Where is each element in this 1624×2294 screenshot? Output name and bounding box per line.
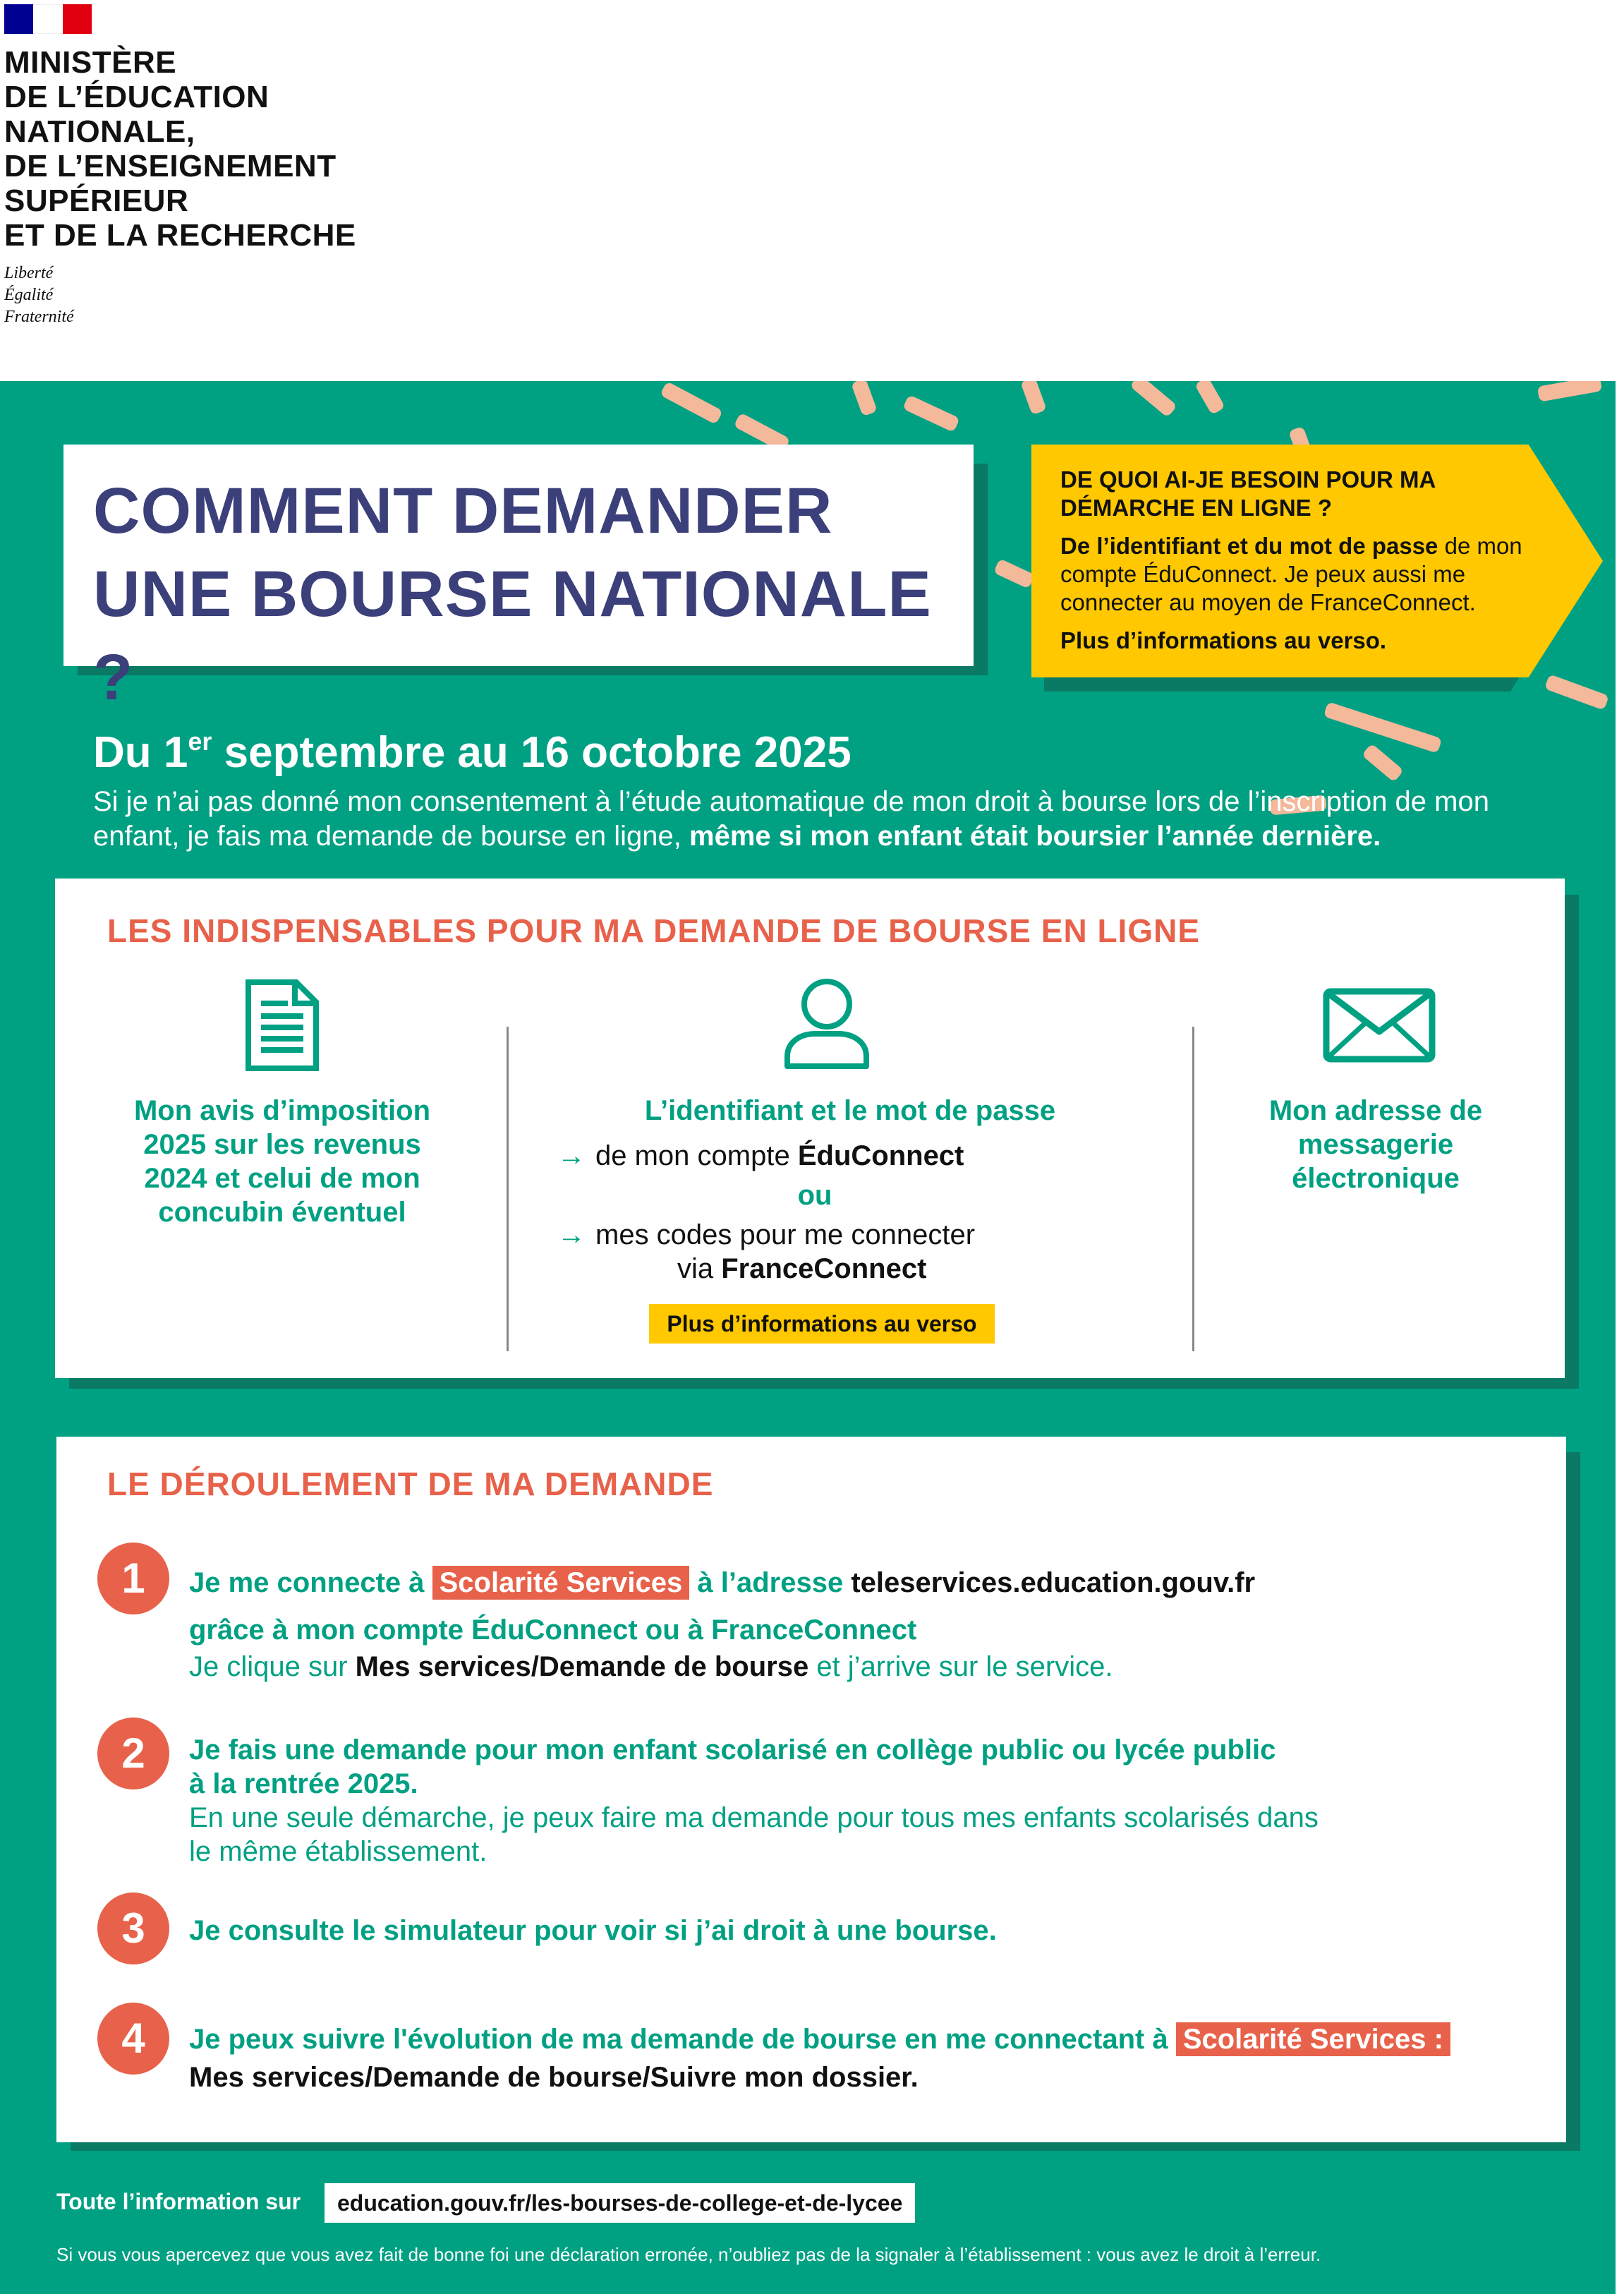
confetti <box>1362 743 1404 782</box>
confetti <box>1537 381 1602 402</box>
educonnect-option: → de mon compte ÉduConnect <box>557 1140 964 1171</box>
intro-text: Si je n’ai pas donné mon consentement à l’étude automatique de mon droit à bourse lors de l’inscription de mon enfant, je fais ma demande de bourse en ligne, même si mon enfant était boursier l’année dernière. <box>93 786 1489 852</box>
need-more-info: Plus d’informations au verso. <box>1060 627 1387 653</box>
credentials-requirement: L’identifiant et le mot de passe <box>644 1095 1056 1126</box>
arrow-right-icon: → <box>557 1219 586 1250</box>
page-title: COMMENT DEMANDER UNE BOURSE NATIONALE ? <box>93 475 932 713</box>
step-3: Je consulte le simulateur pour voir si j’ai droit à une bourse. <box>189 1915 997 1946</box>
franceconnect-option-line2: via FranceConnect <box>677 1253 927 1284</box>
tax-notice-requirement: Mon avis d’imposition 2025 sur les revenus 2024 et celui de mon concubin éventuel <box>133 1095 431 1228</box>
need-answer: de mon compte ÉduConnect. Je peux aussi me connecter au moyen de FranceConnect. <box>1060 533 1522 615</box>
confetti <box>1129 381 1177 418</box>
document-icon <box>246 979 319 1071</box>
teleservices-url[interactable]: teleservices.education.gouv.fr <box>851 1567 1256 1598</box>
confetti <box>1323 701 1442 753</box>
essentials-title: LES INDISPENSABLES POUR MA DEMANDE DE BOURSE EN LIGNE <box>107 912 1201 949</box>
column-divider <box>1192 1027 1194 1351</box>
footer-note: Si vous vous apercevez que vous avez fait de bonne foi une déclaration erronée, n’oubliez pas de la signaler à l’établissement : vous avez le droit à l’erreur. <box>56 2244 1321 2265</box>
confetti <box>851 381 878 416</box>
footer-label: Toute l’information sur <box>56 2189 301 2214</box>
step-1: Je me connecte à Scolarité Services à l’adresse teleservices.education.gouv.fr grâce à mon compte ÉduConnect ou à FranceConnect Je clique sur Mes services/Demande de bourse et j’arrive sur le service. <box>189 1567 1256 1682</box>
need-callout-text <box>1060 466 1568 655</box>
or-separator: ou <box>797 1180 832 1211</box>
republic-motto: Liberté Égalité Fraternité <box>4 264 74 326</box>
scolarite-services-highlight: Scolarité Services : <box>1176 2022 1450 2056</box>
ministry-name: MINISTÈRE DE L’ÉDUCATION NATIONALE, DE L’ENSEIGNEMENT SUPÉRIEUR ET DE LA RECHERCHE <box>4 45 356 253</box>
confetti <box>1194 381 1225 415</box>
envelope-icon <box>1323 988 1436 1063</box>
confetti <box>902 394 960 433</box>
step-number: 4 <box>97 2003 169 2075</box>
step-number: 1 <box>97 1543 169 1614</box>
campaign-dates: Du 1er septembre au 16 octobre 2025 <box>93 727 852 777</box>
confetti <box>1544 674 1609 710</box>
franceconnect-option: → mes codes pour me connecter <box>557 1219 976 1250</box>
step-2: Je fais une demande pour mon enfant scolarisé en collège public ou lycée public à la rentrée 2025. En une seule démarche, je peux faire ma demande pour tous mes enfants scolarisés dans le même établissement. <box>189 1734 1319 1867</box>
email-requirement: Mon adresse de messagerie électronique <box>1268 1095 1483 1194</box>
scolarite-services-highlight: Scolarité Services <box>432 1566 690 1600</box>
step-4: Je peux suivre l'évolution de ma demande de bourse en me connectant à Scolarité Services : Mes services/Demande de bourse/Suivre mon dossier. <box>189 2018 1565 2094</box>
need-question: DE QUOI AI-JE BESOIN POUR MA DÉMARCHE EN LIGNE ? <box>1060 466 1436 521</box>
confetti <box>1020 381 1047 415</box>
step-number: 3 <box>97 1892 169 1964</box>
arrow-right-icon: → <box>557 1140 586 1171</box>
confetti <box>993 558 1035 588</box>
need-answer-bold: De l’identifiant et du mot de passe <box>1060 533 1438 559</box>
header <box>0 0 1624 381</box>
footer-url-link[interactable]: education.gouv.fr/les-bourses-de-college-et-de-lycee <box>325 2183 915 2223</box>
user-icon <box>783 977 871 1069</box>
step-number: 2 <box>97 1718 169 1789</box>
steps-title: LE DÉROULEMENT DE MA DEMANDE <box>107 1466 714 1502</box>
more-info-button[interactable]: Plus d’informations au verso <box>649 1304 995 1344</box>
french-flag-logo <box>4 4 92 34</box>
column-divider <box>507 1027 509 1351</box>
confetti <box>660 381 723 425</box>
